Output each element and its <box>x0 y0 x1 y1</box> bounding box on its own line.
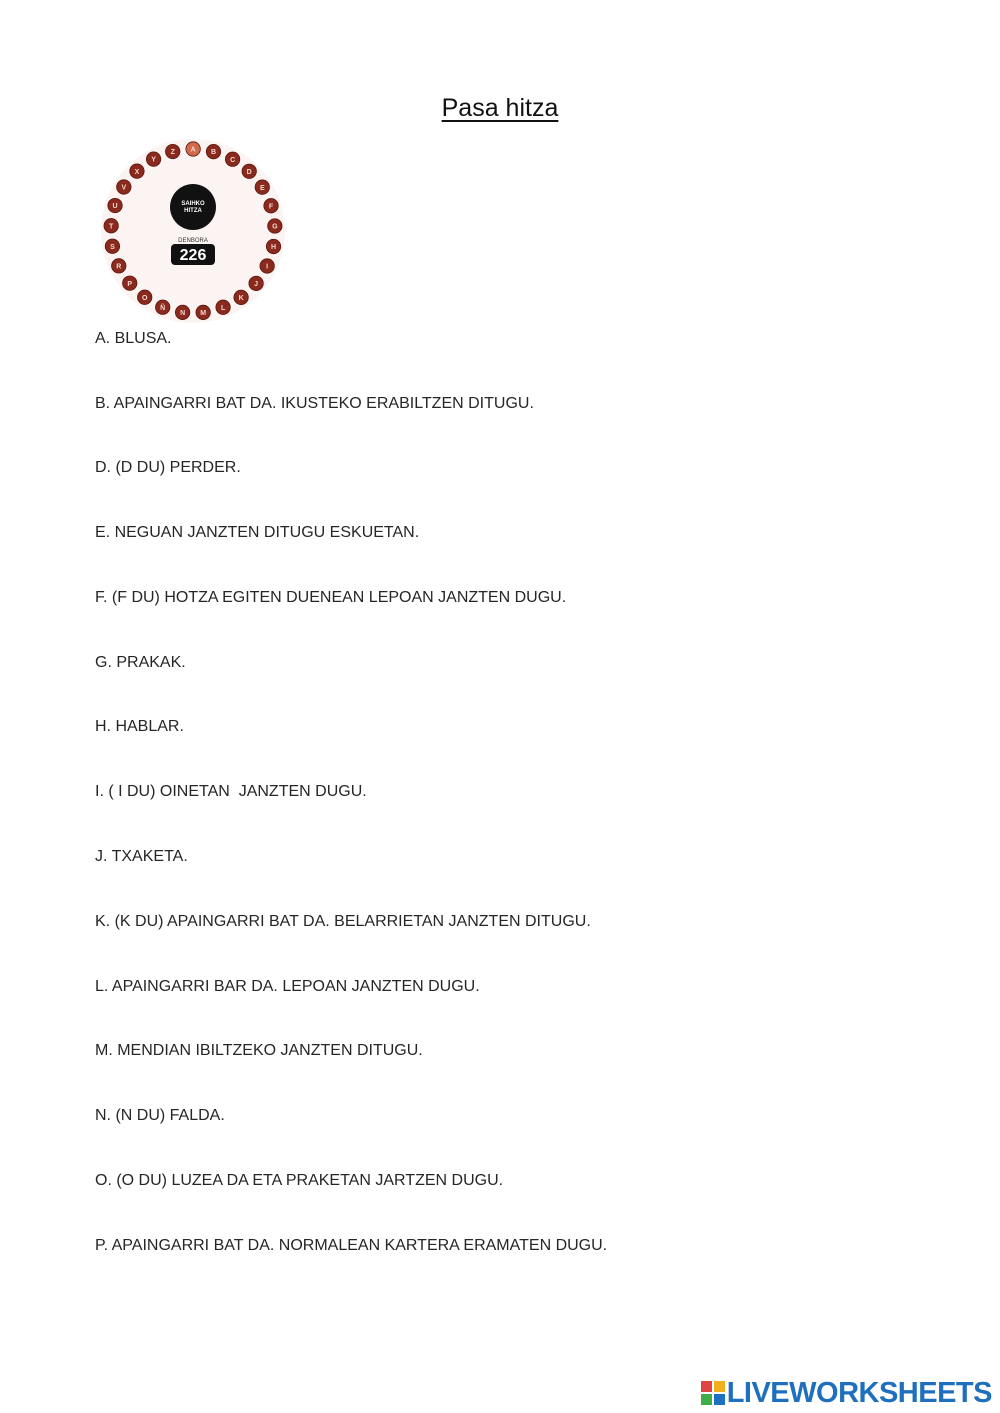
clue-d: D. (D DU) PERDER. <box>95 459 241 476</box>
clue-n: N. (N DU) FALDA. <box>95 1107 225 1124</box>
clue-l: L. APAINGARRI BAR DA. LEPOAN JANZTEN DUGU. <box>95 978 480 995</box>
wheel-letter: K <box>238 295 244 302</box>
timer-label: DENBORA <box>178 238 208 244</box>
wheel-letter: T <box>109 223 114 231</box>
wheel-letter: S <box>110 243 115 251</box>
center-logo-line1: SAIHKO <box>181 201 205 207</box>
wheel-letter: Ñ <box>160 304 166 312</box>
wheel-letter: D <box>246 168 252 176</box>
clue-e: E. NEGUAN JANZTEN DITUGU ESKUETAN. <box>95 524 420 541</box>
wheel-letter: V <box>121 184 127 192</box>
wheel-letter: E <box>259 184 265 192</box>
wheel-letter: L <box>220 304 226 312</box>
wheel-letter: C <box>230 156 236 164</box>
wheel-letter: Y <box>151 156 156 164</box>
timer-value: 226 <box>179 247 207 264</box>
wheel-letter: I <box>266 263 269 271</box>
liveworksheets-mark-icon <box>701 1381 725 1405</box>
wheel-letter: O <box>141 294 148 302</box>
center-logo-line2: HITZA <box>184 208 202 214</box>
wheel-letter: J <box>254 280 259 288</box>
wheel-letter: P <box>127 280 133 288</box>
clue-i: I. ( I DU) OINETAN JANZTEN DUGU. <box>95 783 367 800</box>
clue-k: K. (K DU) APAINGARRI BAT DA. BELARRIETAN JANZTEN DITUGU. <box>95 913 591 930</box>
wheel-letter: U <box>112 203 118 211</box>
clue-j: J. TXAKETA. <box>95 848 188 865</box>
wheel-letter: Z <box>170 149 175 157</box>
clue-p: P. APAINGARRI BAT DA. NORMALEAN KARTERA ERAMATEN DUGU. <box>95 1237 608 1254</box>
center-logo <box>170 184 216 230</box>
wheel-letter: F <box>268 203 274 211</box>
page-title: Pasa hitza <box>441 94 559 122</box>
wheel-letter: G <box>272 223 278 231</box>
clue-h: H. HABLAR. <box>95 718 184 735</box>
wheel-letter: H <box>270 244 277 252</box>
clue-o: O. (O DU) LUZEA DA ETA PRAKETAN JARTZEN DUGU. <box>95 1172 504 1189</box>
wheel-letter: B <box>210 149 217 157</box>
wheel-letter: A <box>190 146 196 154</box>
clue-a: A. BLUSA. <box>95 330 172 347</box>
clue-b: B. APAINGARRI BAT DA. IKUSTEKO ERABILTZEN DITUGU. <box>95 395 534 412</box>
clue-g: G. PRAKAK. <box>95 654 186 671</box>
liveworksheets-logo[interactable] <box>701 1376 992 1410</box>
wheel-letter: R <box>116 263 122 271</box>
wheel-letter: M <box>200 309 207 317</box>
liveworksheets-wordmark: LIVEWORKSHEETS <box>726 1376 992 1409</box>
clue-f: F. (F DU) HOTZA EGITEN DUENEAN LEPOAN JANZTEN DUGU. <box>95 589 567 606</box>
wheel-letter: N <box>180 309 186 317</box>
rosco-wheel <box>100 138 286 324</box>
wheel-letter: X <box>134 168 140 176</box>
wheel-background <box>101 139 285 323</box>
clue-m: M. MENDIAN IBILTZEKO JANZTEN DITUGU. <box>95 1042 423 1059</box>
